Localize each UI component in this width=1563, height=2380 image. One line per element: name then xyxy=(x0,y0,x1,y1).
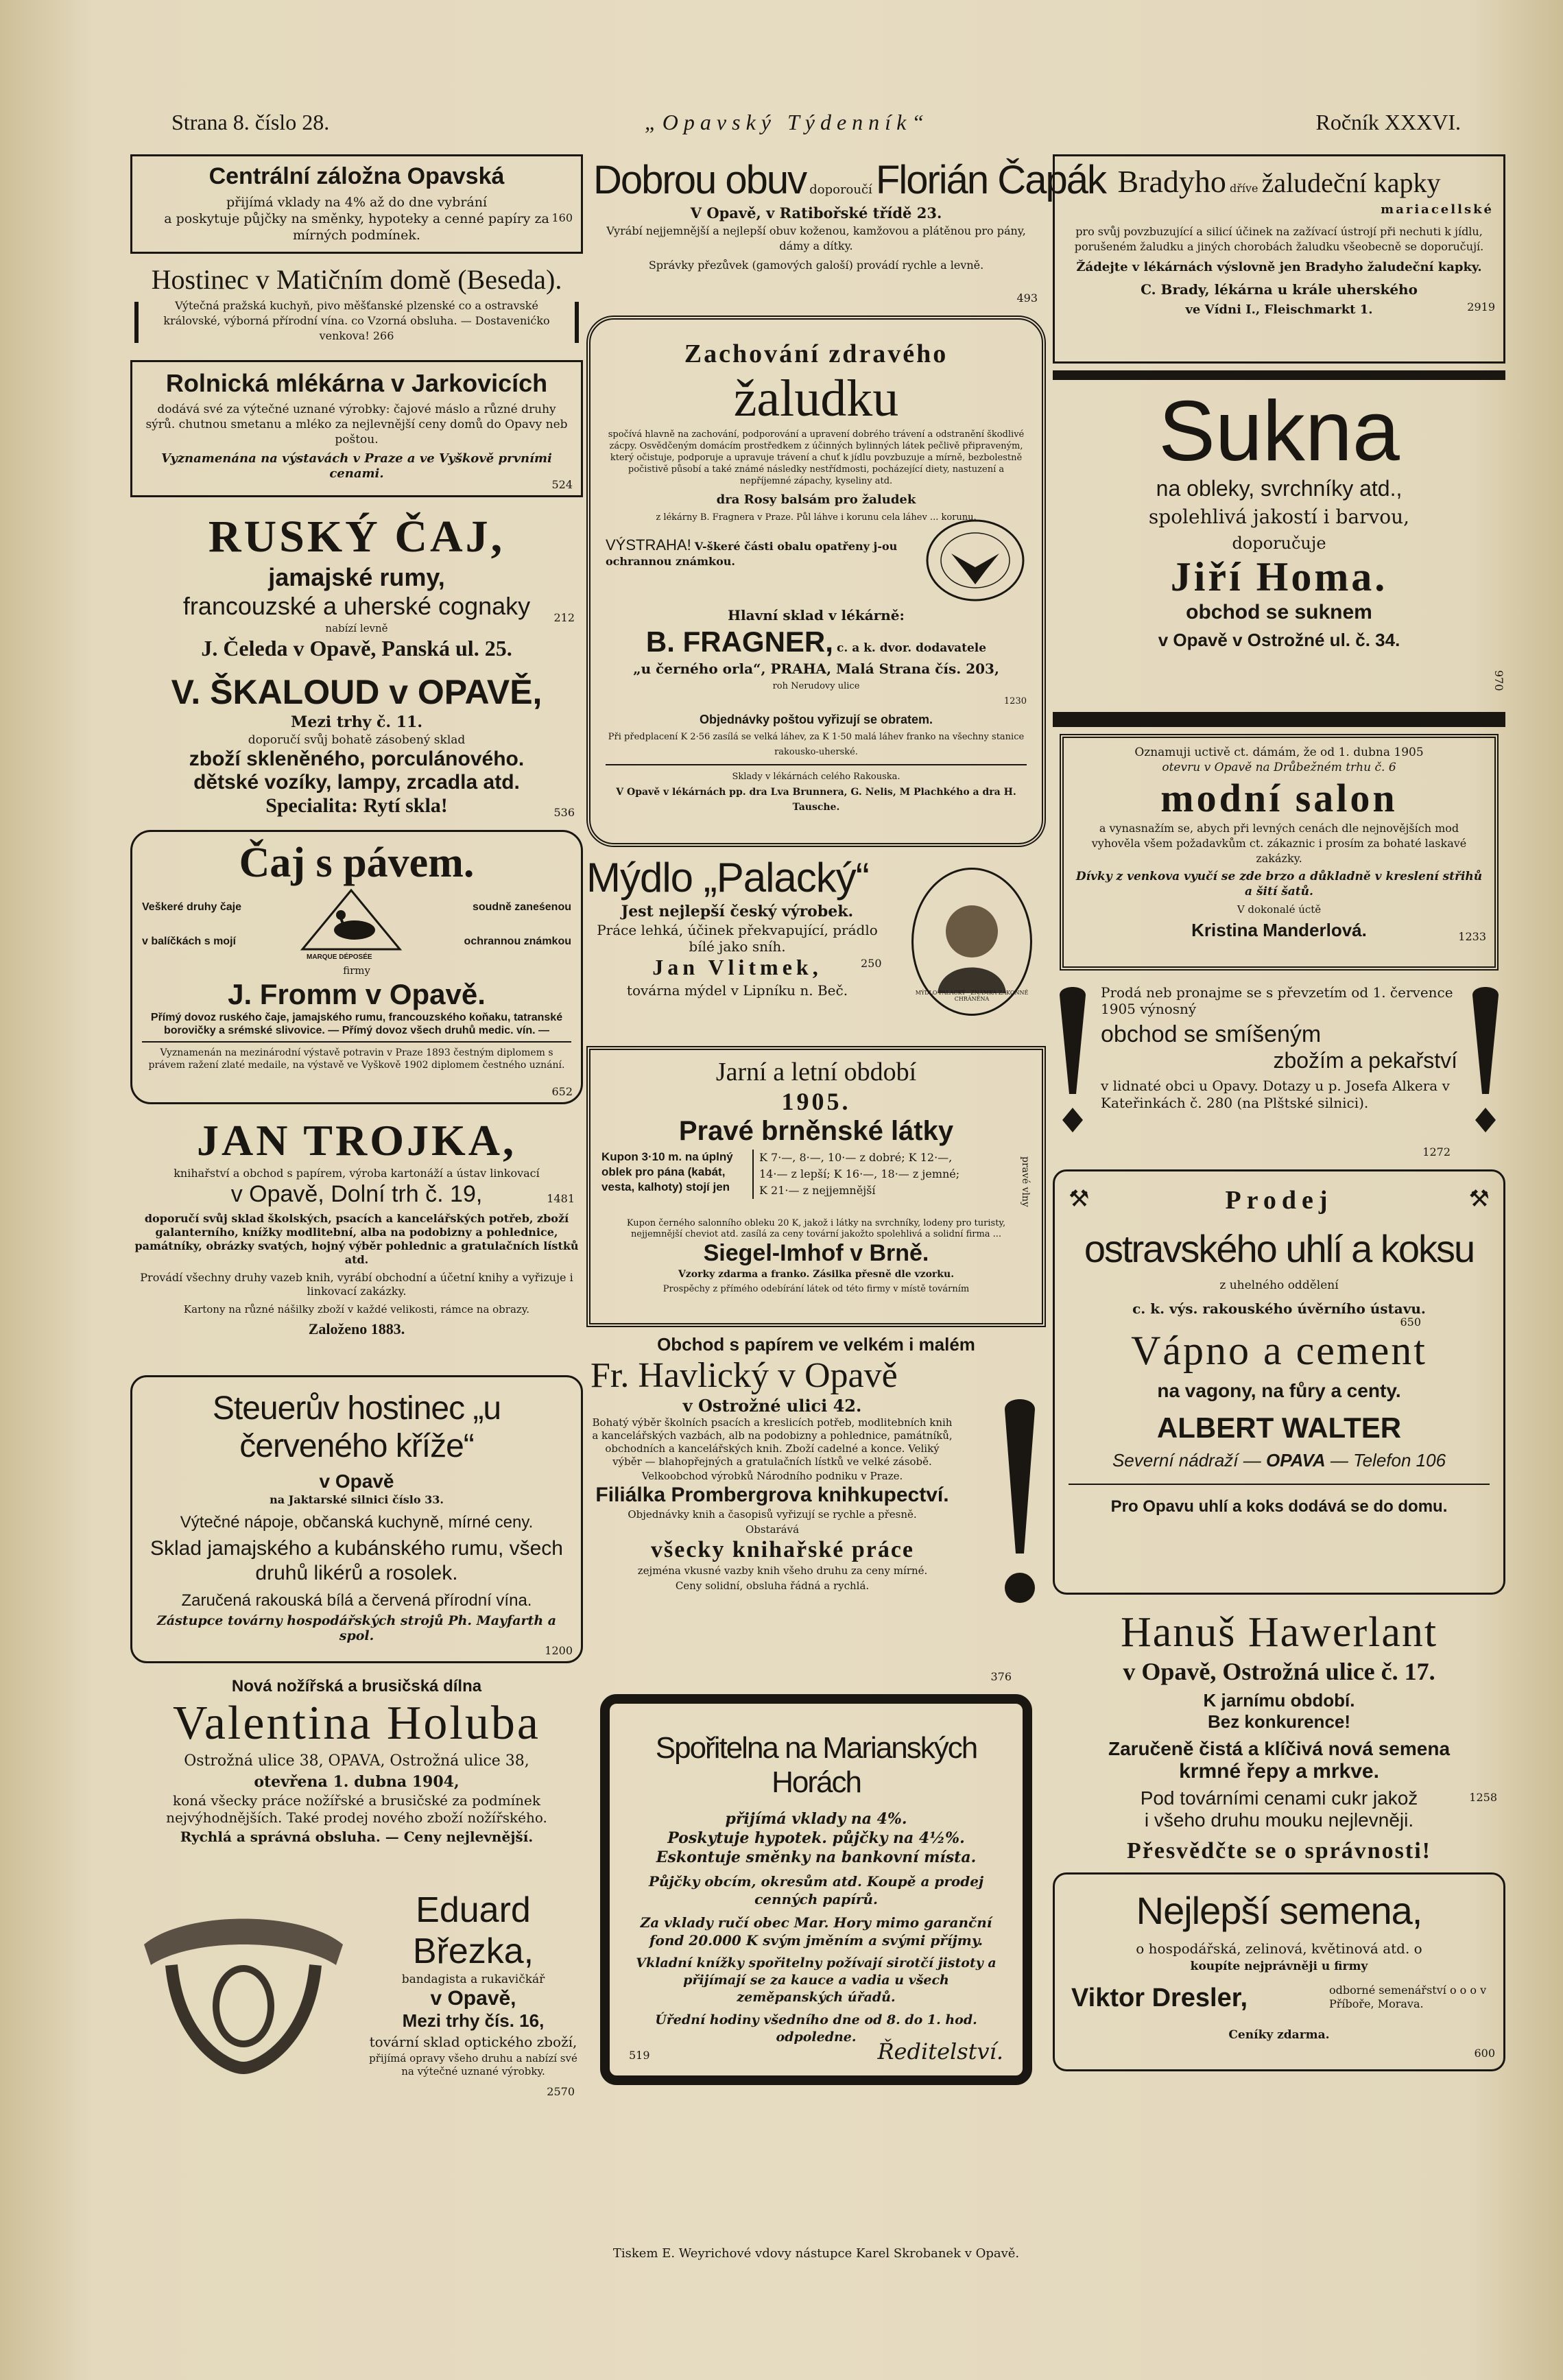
ad-title: Florián Čapák xyxy=(875,158,1106,202)
ad-text: ve Vídni I., Fleischmarkt 1. xyxy=(1185,302,1373,317)
ad-text: Zachování zdravého xyxy=(684,340,948,368)
hammer-pick-icon: ⚒ xyxy=(1468,1185,1490,1213)
ad-text: zbožím a pekařství xyxy=(1273,1048,1457,1073)
ad-caj-s-pavem xyxy=(130,830,583,1104)
ad-text: přijímá vklady na 4% až do dne vybrání xyxy=(226,195,488,210)
ad-title: žaludku xyxy=(733,370,899,427)
ad-text: dříve xyxy=(1229,182,1258,195)
ad-text: Obstarává xyxy=(745,1523,800,1536)
ad-firm: Siegel-Imhof v Brně. xyxy=(703,1240,929,1266)
ad-number: 2919 xyxy=(1467,300,1495,313)
ad-title: modní salon xyxy=(1160,776,1398,820)
ad-latky xyxy=(586,1046,1046,1327)
palacky-seal xyxy=(911,868,1032,1016)
ad-text: firmy xyxy=(343,964,370,977)
ad-number: 1230 xyxy=(1003,696,1027,706)
ad-text: doporučí svůj bohatě zásobený sklad xyxy=(248,733,466,747)
volume-number: Ročník XXXVI. xyxy=(1315,110,1461,134)
ad-number: 536 xyxy=(553,806,575,819)
eagle-trademark-icon xyxy=(924,516,1027,605)
ad-number: 1258 xyxy=(1469,1791,1497,1804)
ad-title: V. ŠKALOUD v OPAVĚ, xyxy=(171,673,542,711)
ad-text: Poskytuje hypotek. půjčky na 4½%. xyxy=(667,1829,965,1847)
ad-text: Veškeré druhy čaje xyxy=(142,901,241,913)
ad-text: Žádejte v lékárnách výslovně jen Bradyho žaludeční kapky. xyxy=(1076,260,1482,274)
ad-text: Prodá neb pronajme se s převzetím od 1. července 1905 výnosný xyxy=(1101,984,1453,1017)
ad-text: Zástupce továrny hospodářských strojů Ph. Mayfarth a spol. xyxy=(156,1613,557,1643)
ad-text: Hlavní sklad v lékárně: xyxy=(728,607,905,623)
ad-text: V-škeré části obalu opatřeny j-ou ochrannou známkou. xyxy=(606,540,898,568)
ad-text: přijímá vklady na 4%. xyxy=(725,1810,907,1828)
ad-number: 650 xyxy=(1400,1316,1421,1329)
ad-text: v Opavě v Ostrožné ul. č. 34. xyxy=(1158,630,1400,650)
ad-text: koupíte nejprávněji u firmy xyxy=(1190,1960,1368,1973)
ad-text: Jarní a letní období xyxy=(715,1058,917,1086)
ad-text: Sklady v lékárnách celého Rakouska. xyxy=(732,772,900,782)
trademark-label: MARQUE DÉPOSÉE xyxy=(307,953,372,961)
ad-text: Severní nádraží xyxy=(1112,1450,1239,1471)
ad-firm: J. Čeleda v Opavě, Panská ul. 25. xyxy=(201,636,512,661)
ad-title: Fr. Havlický v Opavě xyxy=(590,1356,898,1395)
ad-text: v Ostrožné ulici 42. xyxy=(682,1396,862,1416)
ad-text: všecky knihařské práce xyxy=(651,1537,914,1562)
ad-text: Objednávky poštou vyřizují se obratem. xyxy=(699,713,933,726)
ad-text: továrna mýdel v Lipníku n. Beč. xyxy=(626,982,848,999)
ad-text: otevru v Opavě na Drůbežném trhu č. 6 xyxy=(1162,761,1396,774)
ad-text: o hospodářská, zelinová, květinová atd. o xyxy=(1136,1940,1422,1957)
ad-title: Vápno a cement xyxy=(1131,1328,1427,1373)
ad-text: Úřední hodiny všedního dne od 8. do 1. hod. odpoledne. xyxy=(655,2012,977,2045)
ad-text: a poskytuje půjčky na směnky, hypoteky a cenné papíry za mírných podmínek. xyxy=(164,211,549,243)
ad-text: Bez konkurence! xyxy=(1207,1711,1351,1732)
ad-text: Za vklady ručí obec Mar. Hory mimo garanční fond 20.000 K svým jměním a svými příjmy. xyxy=(640,1914,992,1949)
ad-text: Sklad jamajského a kubánského rumu, všech druhů likérů a rosolek. xyxy=(150,1537,563,1584)
ad-text: Při předplacení K 2·56 zasílá se velká láhev, za K 1·50 malá láhev franko na všechny stanice rakousko-uherské. xyxy=(608,732,1025,757)
ad-zaludek xyxy=(586,316,1046,847)
ad-text: 1905. xyxy=(781,1088,851,1115)
ad-capak xyxy=(586,154,1106,309)
ad-text: roh Nerudovy ulice xyxy=(772,681,860,691)
ad-text: Eskontuje směnky na bankovní místa. xyxy=(656,1848,977,1866)
ad-text: obchod se smíšeným xyxy=(1101,1021,1322,1047)
ad-title: Centrální záložna Opavská xyxy=(208,163,505,189)
ad-title: ostravského uhlí a koksu xyxy=(1084,1227,1475,1270)
ad-title: Eduard Březka, xyxy=(412,1890,534,1971)
ad-text: spolehlivá jakostí i barvou, xyxy=(1148,505,1410,528)
column-right xyxy=(1053,154,1505,2078)
column-middle xyxy=(586,154,1106,2085)
ad-text: c. a k. dvor. dodavatele xyxy=(837,641,987,655)
ad-text: na obleky, svrchníky atd., xyxy=(1156,476,1403,501)
ad-text: Dívky z venkova vyučí se zde brzo a důkladně v kreslení střihů a šití šatů. xyxy=(1075,870,1483,899)
ad-number: 1233 xyxy=(1458,930,1486,943)
ad-text: v Opavě, Ostrožná ulice č. 17. xyxy=(1123,1658,1435,1685)
ad-title: Steuerův hostinec „u červeného kříže“ xyxy=(212,1390,501,1464)
ad-text: jamajské rumy, xyxy=(268,563,445,591)
ad-text: nabízí levně xyxy=(325,622,388,634)
ad-title: Hanuš Hawerlant xyxy=(1120,1609,1438,1656)
ad-text: Objednávky knih a časopisů vyřizují se rychle a přesně. xyxy=(628,1508,917,1521)
ad-firm: B. FRAGNER, xyxy=(645,626,833,658)
truss-bandage-illustration-icon xyxy=(130,1903,357,2082)
ad-text: pro svůj povzbuzující a silicí účinek na zažívací ústrojí při nechuti k jídlu, porušeném žaludku a jiných chorobách žaludku všeobecně se doporučují. xyxy=(1074,225,1484,253)
ad-text: doporoučí xyxy=(809,182,872,197)
newspaper-title: „Opavský Týdenník“ xyxy=(645,110,930,134)
ad-title: Dobrou obuv xyxy=(593,158,807,202)
ad-number: 2570 xyxy=(547,2085,575,2098)
ad-title: Sukna xyxy=(1158,384,1400,479)
ad-title: RUSKÝ ČAJ, xyxy=(208,512,505,562)
ad-text: Velkoobchod výrobků Národního podniku v Praze. xyxy=(641,1470,903,1482)
ad-obchod xyxy=(1053,977,1505,1163)
ad-text: tovární sklad optického zboží, xyxy=(369,2034,577,2050)
ad-text: v lidnaté obci u Opavy. Dotazy u p. Josefa Alkera v Kateřinkách č. 280 (na Plštské silnici). xyxy=(1101,1078,1450,1111)
ad-brady xyxy=(1053,154,1505,364)
ad-text: Specialita: Rytí skla! xyxy=(265,794,448,817)
ad-text: V Opavě, v Ratibořské třídě 23. xyxy=(690,204,942,222)
ad-holub xyxy=(130,1670,583,1883)
ad-text: otevřena 1. dubna 1904, xyxy=(254,1773,460,1791)
ad-title: žaludeční kapky xyxy=(1261,167,1441,198)
ad-firm: Jan Vlitmek, xyxy=(652,955,822,979)
decor-bar xyxy=(134,302,139,343)
ad-text: odborné semenářství o o o v Příboře, Morava. xyxy=(1329,1984,1487,2010)
ad-text: z uhelného oddělení xyxy=(1219,1278,1339,1292)
ad-text: Správky přezůvek (gamových galoší) provádí rychle a levně. xyxy=(648,259,984,272)
ad-text: doporučí svůj sklad školských, psacích a kancelářských potřeb, zboží galanterního, knížky modlitební, alba na podobizny a pohlednice, památníky, obrázky svatých, hojný výběr pohlednic a gratulačních lístků atd. xyxy=(134,1212,579,1266)
ad-number: 519 xyxy=(629,2049,650,2062)
ad-title: Spořitelna na Marianských Horách xyxy=(655,1731,977,1799)
ad-title: Bradyho xyxy=(1117,164,1226,199)
ad-text: i všeho druhu mouku nejlevněji. xyxy=(1144,1809,1414,1831)
page-number: Strana 8. číslo 28. xyxy=(171,110,330,134)
ad-mlekarna xyxy=(130,360,583,497)
ad-number: 970 xyxy=(1492,670,1505,691)
peacock-trademark-icon xyxy=(300,888,403,956)
ad-text: Pro Opavu uhlí a koks dodává se do domu. xyxy=(1110,1497,1448,1516)
ad-number: 250 xyxy=(861,957,882,970)
ad-number: 376 xyxy=(990,1670,1012,1683)
ad-text: Přesvědčte se o správnosti! xyxy=(1127,1838,1431,1864)
ad-sporitelna xyxy=(600,1694,1032,2085)
ad-text: Vzorky zdarma a franko. Zásilka přesně dle vzorku. xyxy=(678,1269,955,1280)
ad-semena xyxy=(1053,1872,1505,2071)
ad-firm: J. Fromm v Opavě. xyxy=(228,978,486,1010)
ad-text: Zaručená rakouská bílá a červená přírodní vína. xyxy=(181,1591,532,1610)
ad-text: Kupon černého salonního obleku 20 K, jakož i látky na svrchníky, lodeny pro turisty, nejjemnější cheviot atd. zasílá za ceny tovární jakožto spolehlivá a solidní firma ... xyxy=(626,1218,1006,1239)
decor-bar xyxy=(575,302,579,343)
ad-brezka xyxy=(130,1890,583,2102)
ad-zalozna xyxy=(130,154,583,254)
ad-text: Vyznamenán na mezinárodní výstavě potravin v Praze 1893 čestným diplomem s právem ražení zlaté medaile, na výstavě ve Vyškově 1902 diplomem čestného uznání. xyxy=(148,1047,565,1071)
ad-text: bandagista a rukavičkář xyxy=(401,1973,545,1986)
ad-text: Zaručeně čistá a klíčivá nová semena xyxy=(1108,1738,1451,1759)
ad-number: 160 xyxy=(551,211,573,224)
ad-text: Kupon 3·10 m. na úplný oblek pro pána (kabát, vesta, kalhoty) stojí jen xyxy=(601,1150,733,1193)
ad-title: Čaj s pávem. xyxy=(239,840,475,886)
ad-text: v Opavě, xyxy=(430,1987,516,2010)
ad-text: Ceníky zdarma. xyxy=(1228,2028,1330,2042)
ad-text: Půjčky obcím, okresům atd. Koupě a prodej cenných papírů. xyxy=(648,1873,984,1907)
ad-number: 1272 xyxy=(1422,1145,1451,1158)
ad-text: v Opavě, Dolní trh č. 19, xyxy=(230,1181,483,1207)
ad-text: Kartony na různé nášilky zboží v každé velikosti, rámce na obrazy. xyxy=(183,1303,530,1316)
ad-text: Vyrábí nejjemnější a nejlepší obuv koženou, kamžovou a plátěnou pro pány, dámy a dítky. xyxy=(606,224,1026,252)
ad-text: Ceny solidní, obsluha řádná a rychlá. xyxy=(675,1580,870,1592)
ad-number: 524 xyxy=(551,478,573,491)
ad-number: 1481 xyxy=(547,1192,575,1205)
ad-signature: Ředitelství. xyxy=(877,2038,1003,2064)
ad-title: JAN TROJKA, xyxy=(197,1116,516,1165)
ad-number: 493 xyxy=(1016,291,1038,305)
ad-title: Nejlepší semena, xyxy=(1136,1889,1422,1932)
ad-text: V Opavě v lékárnách pp. dra Lva Brunnera, G. Nelis, M Plachkého a dra H. Tausche. xyxy=(616,787,1016,813)
warning-label: VÝSTRAHA! xyxy=(606,536,691,554)
ad-text: soudně zaneśenou xyxy=(472,901,571,913)
ad-hawerlant xyxy=(1053,1602,1505,1866)
ad-text: Obchod s papírem ve velkém i malém xyxy=(657,1334,975,1355)
ad-text: doporučuje xyxy=(1232,534,1326,553)
ad-text: Telefon 106 xyxy=(1353,1450,1446,1471)
page-header xyxy=(171,110,1461,144)
ad-text: obchod se suknem xyxy=(1186,601,1372,623)
ad-number: 652 xyxy=(551,1085,573,1098)
ad-text: krmné řepy a mrkve. xyxy=(1179,1760,1379,1783)
ad-text: v Opavě xyxy=(319,1471,394,1492)
ad-title: Mýdlo „Palacký“ xyxy=(586,855,869,901)
ad-hostinec xyxy=(130,261,583,353)
hammer-pick-icon: ⚒ xyxy=(1069,1185,1090,1213)
ad-text: Prodej xyxy=(1225,1186,1333,1215)
ad-text: francouzské a uherské cognaky xyxy=(182,592,531,620)
ad-text: K jarnímu období. xyxy=(1203,1690,1355,1711)
ad-firm: Viktor Dresler, xyxy=(1071,1984,1248,2012)
column-left xyxy=(130,154,583,2109)
seal-text: MÝDLO PALACKÝ · ZNÁMKA ZÁKONNĚ CHRÁNĚNA xyxy=(915,990,1029,1002)
ad-text: Nová nožířská a brusičská dílna xyxy=(231,1677,482,1695)
ad-steuer xyxy=(130,1375,583,1663)
ad-text: dětské vozíky, lampy, zrcadla atd. xyxy=(193,771,520,794)
ad-text: Vkladní knížky spořitelny požívají sirotčí jistoty a přijímají se za kauce a vadia u všech zeměpanských úřadů. xyxy=(636,1955,997,2005)
ad-note: Vyznamenána na výstavách v Praze a ve Vyškově prvními cenami. xyxy=(161,451,552,481)
ad-number: 212 xyxy=(553,611,575,624)
ad-text: Filiálka Prombergrova knihkupectví. xyxy=(595,1484,949,1506)
ad-text: c. k. výs. rakouského úvěrního ústavu. xyxy=(1132,1300,1426,1317)
ad-mydlo xyxy=(586,854,1046,1039)
ad-text: C. Brady, lékárna u krále uherského xyxy=(1141,281,1418,298)
ad-text: Oznamuji uctivě ct. dámám, že od 1. dubna 1905 xyxy=(1134,746,1424,759)
ad-text: Ostrožná ulice 38, OPAVA, Ostrožná ulice 38, xyxy=(184,1752,529,1770)
price-list: K 7·—, 8·—, 10·— z dobré; K 12·—, 14·— z lepší; K 16·—, 18·— z jemné; K 21·— z nejjemnější xyxy=(752,1150,965,1199)
ad-havlicky xyxy=(586,1334,1046,1687)
ad-text: Práce lehká, účinek překvapující, prádlo bílé jako sníh. xyxy=(597,922,878,955)
ad-text: dra Rosy balsám pro žaludek xyxy=(716,492,916,507)
ad-text: Výtečná pražská kuchyň, pivo měšťanské plzenské co a ostravské královské, výborná přírodní vína. co Vzorná obsluha. — Dostavenićko venkova! 266 xyxy=(163,299,550,342)
ad-text: na Jaktarské silnici číslo 33. xyxy=(270,1493,444,1506)
ad-text: Mezi trhy čís. 16, xyxy=(402,2010,545,2031)
ad-modni-salon xyxy=(1060,734,1499,971)
ad-rusky-caj xyxy=(130,504,583,661)
ad-number: 1200 xyxy=(545,1644,573,1657)
ad-text: Provádí všechny druhy vazeb knih, vyrábí obchodní a účetní knihy a vyřizuje i linkovací zakázky. xyxy=(140,1271,573,1298)
ad-title: Valentina Holuba xyxy=(173,1697,540,1750)
exclamation-mark-icon xyxy=(999,1396,1040,1615)
ad-text: Jest nejlepší český výrobek. xyxy=(621,903,854,920)
ad-text: Prospěchy z přímého odebírání látek od této firmy v místě továrním xyxy=(663,1284,970,1294)
ad-text: dodává své za výtečné uznané výrobky: čajové máslo a různé druhy sýrů. chutnou smetanu a mléko za nejlevnější ceny domů do Opavy neb poštou. xyxy=(145,403,568,447)
ad-text: z lékárny B. Fragnera v Praze. Půl láhve i korunu cela láhev ... korunu. xyxy=(656,512,977,523)
ad-text: Rychlá a správná obsluha. — Ceny nejlevnější. xyxy=(180,1829,534,1845)
ad-text: pravé vlny xyxy=(1020,1156,1031,1207)
printer-imprint: Tiskem E. Weyrichové vdovy nástupce Karel Skrobanek v Opavě. xyxy=(612,2246,1020,2261)
ad-title: Rolnická mlékárna v Jarkovicích xyxy=(165,369,548,397)
ad-text: V dokonalé úctě xyxy=(1237,903,1322,916)
ad-text: ochrannou známkou xyxy=(464,936,571,947)
ad-text: a vynasnažím se, abych při levných cenách dle nejnovějších mod vyhověla všem požadavkům ct. zákaznic i prosím za bohaté laskavé zakázky. xyxy=(1091,822,1467,865)
ad-text: Přímý dovoz ruského čaje, jamajského rumu, francouzského koňaku, tatranské borovičky a srémské slivovice. — Přímý dovoz všech druhů medic. vín. — xyxy=(150,1012,563,1036)
ad-text: na vagony, na fůry a centy. xyxy=(1157,1380,1401,1401)
ad-text: spočívá hlavně na zachování, podporování a upravení dobrého trávení a odstranění škodlivé zácpy. Osvědčeným domácím prostředkem z účinných bylinných látek pečlivě připraveným, který očistuje, podporuje a upravuje trávení a chuť k jídlu povzbuzuje a mírně, bezbolestně počistivě působí a také známé následky nestřídmosti, pocházející diety, nastuzení a nepříjemné zápachy, kyseliny atd. xyxy=(608,429,1025,486)
exclamation-mark-icon xyxy=(1055,984,1090,1142)
ad-skaloud xyxy=(130,665,583,823)
ad-text: OPAVA xyxy=(1265,1450,1326,1471)
ad-text: koná všecky práce nožířské a brusičské za podmínek nejvýhodnějších. Také prodej nového zboží nožířského. xyxy=(166,1792,547,1826)
ad-text: zboží skleněného, porculánového. xyxy=(189,748,525,770)
ad-text: v balíčkách s mojí xyxy=(142,936,236,947)
ad-text: „u černého orla“, PRAHA, Malá Strana čís. 203, xyxy=(633,661,999,677)
ad-text: zejména vkusné vazby knih všeho druhu za ceny mírné. xyxy=(637,1564,928,1577)
ad-title: Pravé brněnské látky xyxy=(678,1116,954,1146)
ad-firm: Kristina Manderlová. xyxy=(1191,920,1367,940)
ad-text: mariacellské xyxy=(1381,202,1494,217)
ad-firm: ALBERT WALTER xyxy=(1156,1412,1402,1444)
ad-trojka xyxy=(130,1111,583,1368)
ad-number: 600 xyxy=(1474,2047,1495,2060)
ad-text: Založeno 1883. xyxy=(308,1320,405,1337)
ad-title: Hostinec v Matičním domě (Beseda). xyxy=(151,264,562,295)
ad-text: Výtečné nápoje, občanská kuchyně, mírné ceny. xyxy=(180,1513,534,1532)
exclamation-mark-icon xyxy=(1468,984,1503,1142)
ad-text: Pod továrními cenami cukr jakož xyxy=(1140,1787,1418,1809)
ad-uhli: ⚒ ⚒ Prodej ostravského uhlí a koksu z uhelného oddělení 650 c. k. výs. rakouského úvěrního ústavu. Vápno a cement na vagony, na fůry a centy. ALBERT WALTER Severní nádraží — OPAVA — Telefon 106 Pro Opavu uhlí a koks dodává se do domu. xyxy=(1053,1169,1505,1595)
ad-text: přijímá opravy všeho druhu a nabízí své na výtečné uznané výrobky. xyxy=(369,2052,577,2078)
ad-firm: Jiří Homa. xyxy=(1170,554,1388,599)
ad-sukna xyxy=(1053,370,1505,727)
ad-text: knihařství a obchod s papírem, výroba kartonáží a ústav linkovací xyxy=(174,1167,540,1180)
ad-text: Bohatý výběr školních psacích a kreslicích potřeb, modlitebních knih a kancelářských vazbách, alb na podobizny a pohlednice, památníků, obchodních a kancelářských knih. Zboží cadelné a konce. Veliký výběr — blahopřejných a gratulačních lístků ve velké zásobě. xyxy=(592,1416,953,1468)
ad-text: Mezi trhy č. 11. xyxy=(290,713,423,731)
